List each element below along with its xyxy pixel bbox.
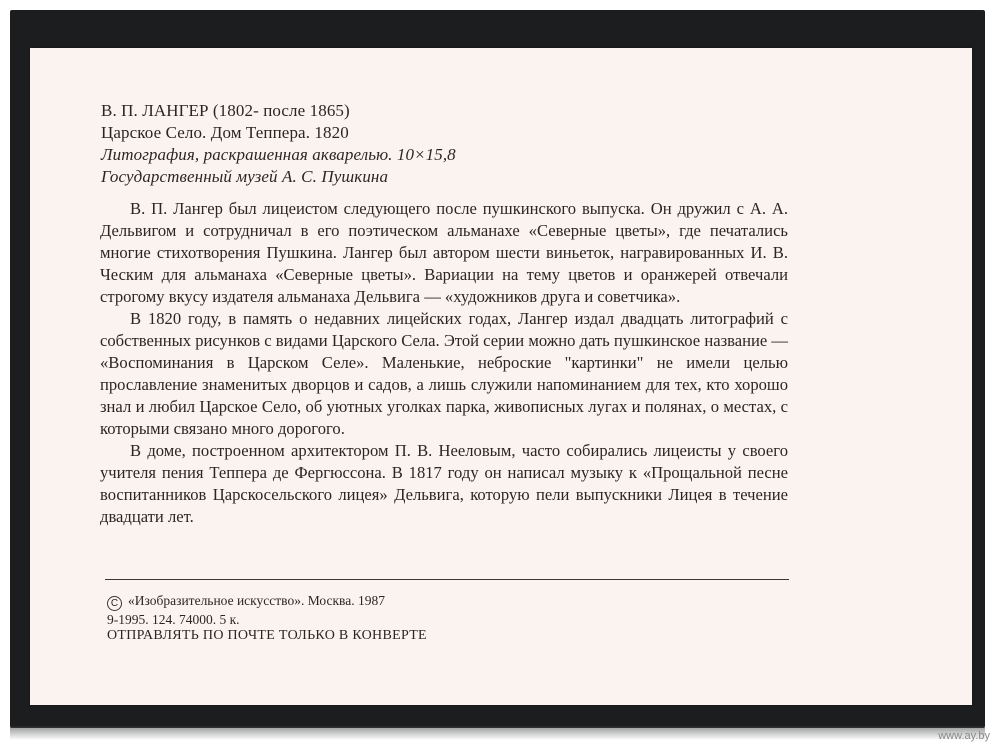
artist-line: В. П. ЛАНГЕР (1802- после 1865) <box>101 101 350 120</box>
imprint-block <box>107 592 385 628</box>
mat-shadow-edge <box>10 726 985 740</box>
copyright-icon: C <box>107 596 122 611</box>
mailing-instruction: ОТПРАВЛЯТЬ ПО ПОЧТЕ ТОЛЬКО В КОНВЕРТЕ <box>107 628 427 643</box>
paragraph: В доме, построенном архитектором П. В. Нееловым, часто собирались лицеисты у своего учителя пения Теппера де Фергюссона. В 1817 году он написал музыку к «Прощальной песне воспитанников Царскосельского лицея» Дельвига, которую пели выпускники Лицея в течение двадцати лет. <box>100 441 788 526</box>
paragraph: В 1820 году, в память о недавних лицейских годах, Лангер издал двадцать литографий с собственных рисунков с видами Царского Села. Этой серии можно дать пушкинское название — «Воспоминания в Царском Селе». Маленькие, неброские "картинки" не имели целью прославление знаменитых дворцов и садов, а лишь служили напоминанием для тех, кто хорошо знал и любил Царское Село, об уютных уголках парка, живописных лугах и полянах, о местах, с которыми связано много дорогого. <box>100 309 788 438</box>
publisher-line <box>107 592 385 611</box>
print-info: 9-1995. 124. 74000. 5 к. <box>107 612 240 627</box>
technique-line: Литография, раскрашенная акварелью. 10×15,8 <box>101 145 456 164</box>
divider-line <box>105 579 789 580</box>
museum-line: Государственный музей А. С. Пушкина <box>101 167 389 186</box>
paragraph: В. П. Лангер был лицеистом следующего после пушкинского выпуска. Он дружил с А. А. Дельвигом и сотрудничал в его поэтическом альманахе «Северные цветы», где печатались многие стихотворения Пушкина. Лангер был автором шести виньеток, награвированных И. В. Ческим для альманаха «Северные цветы». Вариации на тему цветов и оранжерей отвечали строгому вкусу издателя альманаха Дельвига — «художников друга и советчика». <box>100 199 788 306</box>
artwork-title: Царское Село. Дом Теппера. 1820 <box>101 123 349 142</box>
artwork-caption <box>101 100 456 188</box>
description-text <box>100 198 788 528</box>
publisher-text: «Изобразительное искусство». Москва. 1987 <box>128 593 385 608</box>
site-watermark: www.ay.by <box>938 730 990 742</box>
postcard-back <box>30 48 972 705</box>
